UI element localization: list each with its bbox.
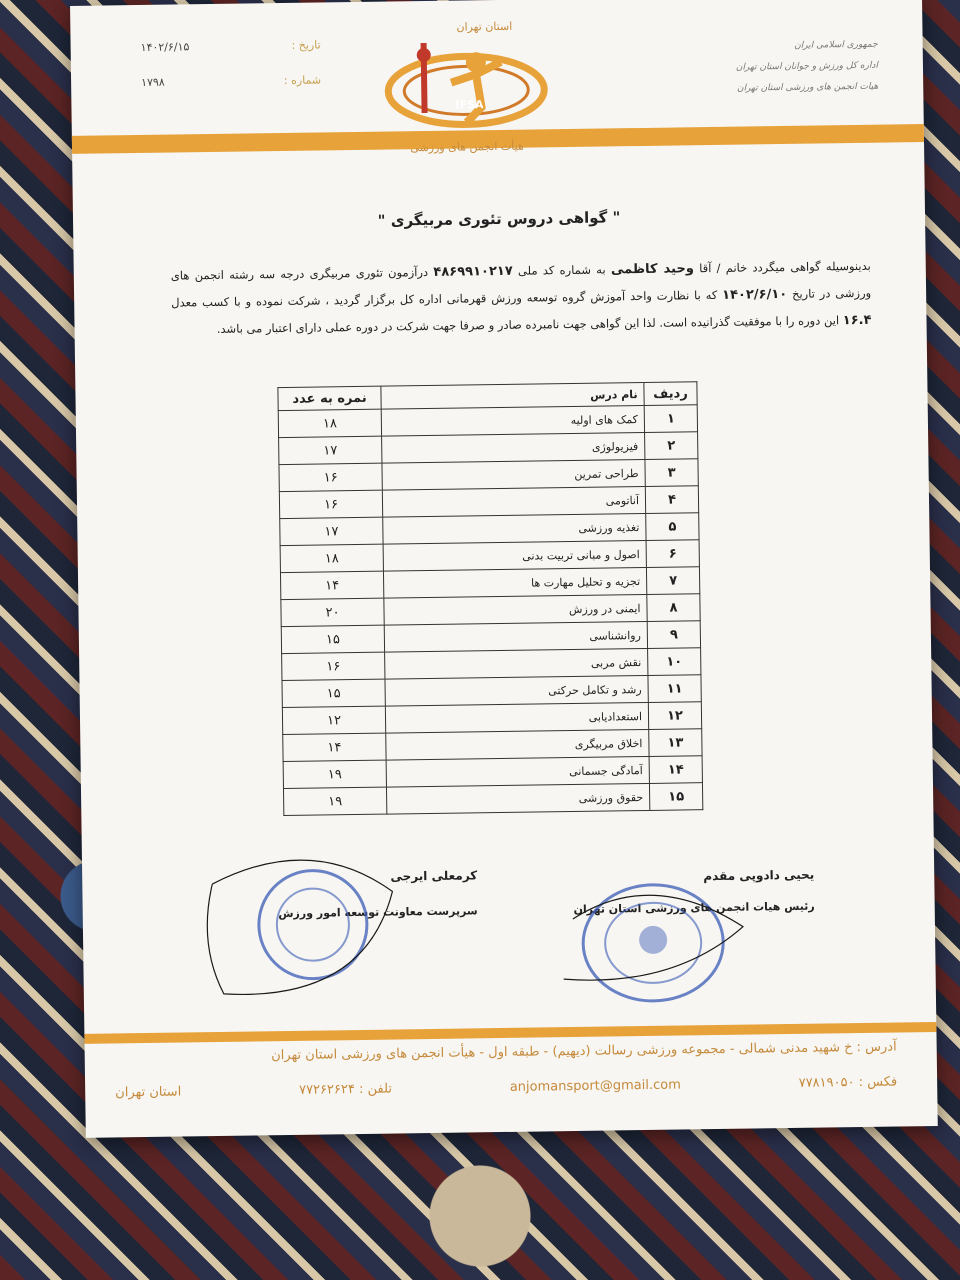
row-index: ۱۵ <box>649 783 702 811</box>
footer-email[interactable]: anjomansport@gmail.com <box>509 1077 681 1095</box>
body-text: به شماره کد ملی <box>517 262 606 278</box>
course-name: اخلاق مربیگری <box>386 729 649 760</box>
date-value: ۱۴۰۲/۶/۱۵ <box>140 40 190 54</box>
course-grade: ۱۶ <box>279 463 382 491</box>
row-index: ۶ <box>646 540 699 568</box>
official-stamp <box>552 877 754 1010</box>
row-index: ۳ <box>645 459 698 487</box>
certificate-page <box>70 0 938 1138</box>
header-meta <box>141 38 322 111</box>
signer-title: سرپرست معاونت توسعه امور ورزش <box>278 904 478 921</box>
course-name: نقش مربی <box>385 648 648 679</box>
body-text: درآزمون تئوری مربیگری درجه سه رشته انجمن های ورزشی در تاریخ <box>170 264 872 301</box>
logo-mid-text: IFSA <box>455 98 484 112</box>
course-name: کمک های اولیه <box>381 405 644 436</box>
course-name: تجزیه و تحلیل مهارت ها <box>383 567 646 598</box>
course-name: آناتومی <box>382 486 645 517</box>
course-grade: ۱۴ <box>283 733 386 761</box>
footer-fax: فکس : ۷۷۸۱۹۰۵۰ <box>798 1074 898 1091</box>
org-line: اداره کل ورزش و جوانان استان تهران <box>735 60 879 73</box>
date-label: تاریخ : <box>291 38 321 52</box>
course-name: ایمنی در ورزش <box>384 594 647 625</box>
ifsa-logo <box>380 11 552 163</box>
course-grade: ۱۶ <box>282 652 385 680</box>
course-grade: ۱۸ <box>278 409 381 437</box>
course-grade: ۱۷ <box>279 436 382 464</box>
course-name: اصول و مبانی تربیت بدنی <box>383 540 646 571</box>
footer-phone: تلفن : ۷۷۲۶۲۶۲۴ <box>298 1081 393 1098</box>
table-row <box>283 783 702 816</box>
course-grade: ۱۴ <box>280 571 383 599</box>
course-name: رشد و تکامل حرکتی <box>385 675 648 706</box>
course-name: آمادگی جسمانی <box>386 756 649 787</box>
signer-name: کرمعلی ایرجی <box>390 868 478 884</box>
signer-title: رئیس هیات انجمن های ورزشی استان تهران <box>573 899 815 917</box>
column-header-course: نام درس <box>381 382 644 409</box>
national-id: ۴۸۶۹۹۱۰۲۱۷ <box>433 263 513 280</box>
row-index: ۱۱ <box>648 675 701 703</box>
row-index: ۱۲ <box>648 702 701 730</box>
course-name: فیزیولوژی <box>382 432 645 463</box>
row-index: ۷ <box>646 567 699 595</box>
course-grade: ۱۵ <box>281 625 384 653</box>
course-grade: ۱۹ <box>283 787 386 815</box>
body-text: که با نظارت واحد آموزش گروه توسعه ورزش قهرمانی اداره کل برگزار گردید ، شرکت نموده و با کسب معدل <box>171 287 718 310</box>
header-org-lines <box>718 35 879 100</box>
body-text: این دوره را با موفقیت گذرانیده است. لذا این گواهی جهت نامبرده صادر و صرفا جهت شرکت در دوره عملی دارای اعتبار می باشد. <box>216 313 840 336</box>
row-index: ۹ <box>647 621 700 649</box>
document-title: " گواهی دروس تئوری مربیگری " <box>377 208 621 230</box>
org-line: جمهوری اسلامی ایران <box>794 39 878 51</box>
course-grade: ۱۹ <box>283 760 386 788</box>
course-grade: ۲۰ <box>281 598 384 626</box>
course-grade: ۱۸ <box>280 544 383 572</box>
footer-contacts <box>115 1075 897 1101</box>
footer-org: استان تهران <box>115 1084 182 1101</box>
course-grade: ۱۷ <box>280 517 383 545</box>
column-header-index: ردیف <box>644 382 697 406</box>
course-name: تغذیه ورزشی <box>383 513 646 544</box>
certificate-body <box>171 253 872 344</box>
row-index: ۱ <box>644 405 697 433</box>
number-value: ۱۷۹۸ <box>141 75 165 89</box>
row-index: ۸ <box>647 594 700 622</box>
row-index: ۱۰ <box>648 648 701 676</box>
course-name: روانشناسی <box>384 621 647 652</box>
recipient-name: وحید کاظمی <box>610 261 694 278</box>
logo-bottom-text: هیأت انجمن های ورزشی <box>410 139 524 155</box>
row-index: ۲ <box>645 432 698 460</box>
org-line: هیات انجمن های ورزشی استان تهران <box>736 81 879 94</box>
course-name: استعدادیابی <box>385 702 648 733</box>
number-label: شماره : <box>283 73 322 87</box>
row-index: ۱۳ <box>649 729 702 757</box>
body-text: بدینوسیله گواهی میگردد خانم / آقا <box>699 258 871 276</box>
official-stamp <box>192 851 414 1014</box>
course-name: طراحی تمرین <box>382 459 645 490</box>
course-name: حقوق ورزشی <box>386 783 649 814</box>
exam-date: ۱۴۰۲/۶/۱۰ <box>722 286 788 303</box>
logo-top-text: استان تهران <box>456 19 513 34</box>
row-index: ۵ <box>646 513 699 541</box>
course-grade: ۱۶ <box>279 490 382 518</box>
average-grade: ۱۶.۴ <box>842 312 872 329</box>
course-grade: ۱۵ <box>282 679 385 707</box>
footer-address: آدرس : خ شهید مدنی شمالی - مجموعه ورزشی رسالت (دیهیم) - طبقه اول - هیأت انجمن های ورزشی استان تهران <box>271 1039 897 1064</box>
column-header-grade: نمره به عدد <box>278 386 381 410</box>
row-index: ۱۴ <box>649 756 702 784</box>
row-index: ۴ <box>645 486 698 514</box>
course-grade: ۱۲ <box>282 706 385 734</box>
grades-table <box>277 381 703 816</box>
signer-name: یحیی دادوپی مقدم <box>703 867 815 884</box>
